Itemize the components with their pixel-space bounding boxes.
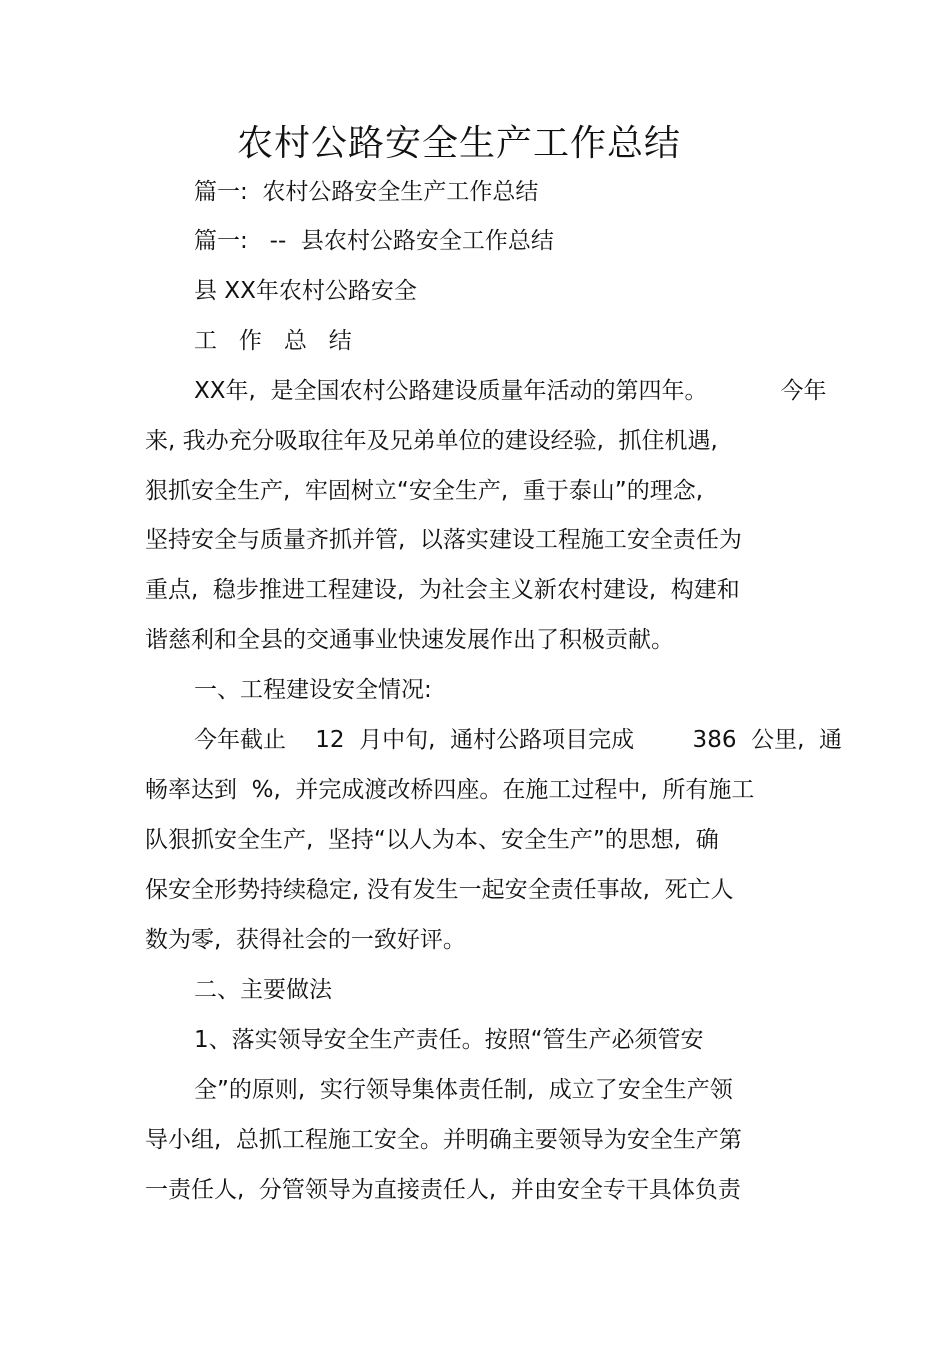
subtitle-line-1: 县 XX年农村公路安全 [194,278,417,304]
subtitle-line-2: 工 作 总 结 [194,328,352,354]
paragraph-line: 全”的原则, 实行领导集体责任制, 成立了安全生产领 [194,1077,733,1103]
paragraph-line: 今年截止 12 月中旬, 通村公路项目完成 386 公里, 通 [194,727,843,753]
paragraph-line: 数为零, 获得社会的一致好评。 [145,927,466,953]
paragraph-line: XX年, 是全国农村公路建设质量年活动的第四年。 今年 [194,378,827,404]
heading-part-one: 篇一: 农村公路安全生产工作总结 [194,179,539,205]
paragraph-line: 队狠抓安全生产, 坚持“以人为本、安全生产”的思想, 确 [145,827,719,853]
heading-part-one-sub: 篇一: -- 县农村公路安全工作总结 [194,228,554,254]
paragraph-line: 一责任人, 分管领导为直接责任人, 并由安全专干具体负责 [145,1177,741,1203]
paragraph-line: 狠抓安全生产, 牢固树立“安全生产, 重于泰山”的理念, [145,478,704,504]
paragraph-line: 1、落实领导安全生产责任。按照“管生产必须管安 [194,1027,704,1053]
paragraph-line: 畅率达到 %, 并完成渡改桥四座。在施工过程中, 所有施工 [145,777,755,803]
paragraph-line: 导小组, 总抓工程施工安全。并明确主要领导为安全生产第 [145,1127,742,1153]
paragraph-line: 重点, 稳步推进工程建设, 为社会主义新农村建设, 构建和 [145,577,740,603]
paragraph-line: 谐慈利和全县的交通事业快速发展作出了积极贡献。 [145,627,674,653]
paragraph-line: 保安全形势持续稳定, 没有发生一起安全责任事故, 死亡人 [145,877,734,903]
section-heading-2: 二、主要做法 [194,977,332,1003]
section-heading-1: 一、工程建设安全情况: [194,677,432,703]
paragraph-line: 来, 我办充分吸取往年及兄弟单位的建设经验, 抓住机遇, [145,428,718,454]
document-title: 农村公路安全生产工作总结 [236,123,681,164]
paragraph-line: 坚持安全与质量齐抓并管, 以落实建设工程施工安全责任为 [145,527,742,553]
